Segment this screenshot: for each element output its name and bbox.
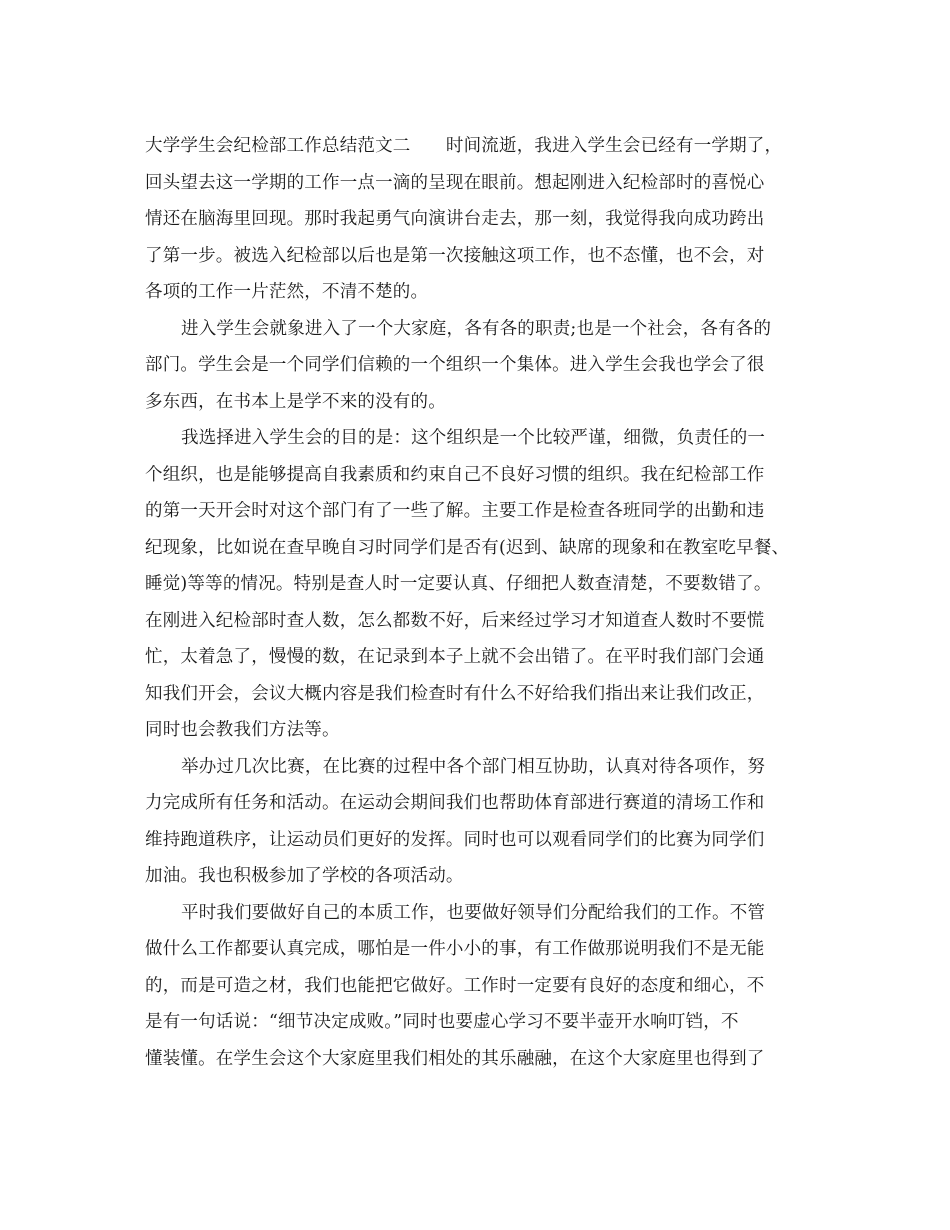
text-line: 多东西，在书本上是学不来的没有的。 — [145, 391, 446, 412]
paragraph-first-line: 进入学生会就象进入了一个大家庭，各有各的职责;也是一个社会，各有各的 — [181, 318, 772, 339]
text-line: 大学学生会纪检部工作总结范文二 时间流逝，我进入学生会已经有一学期了， — [145, 136, 783, 156]
text-line: 加油。我也积极参加了学校的各项活动。 — [145, 866, 464, 886]
paragraph-first-line: 举办过几次比赛，在比赛的过程中各个部门相互协助，认真对待各项作，努 — [181, 756, 766, 777]
text-line: 做什么工作都要认真完成，哪怕是一件小小的事，有工作做那说明我们不是无能 — [145, 939, 765, 959]
text-line: 知我们开会，会议大概内容是我们检查时有什么不好给我们指出来让我们改正， — [145, 683, 765, 704]
text-line: 情还在脑海里回现。那时我起勇气向演讲台走去，那一刻，我觉得我向成功跨出 — [145, 209, 765, 229]
paragraph-first-line: 我选择进入学生会的目的是：这个组织是一个比较严谨，细微，负责任的一 — [181, 428, 766, 448]
text-line: 纪现象，比如说在查早晚自习时同学们是否有(迟到、缺席的现象和在教室吃早餐、 — [145, 537, 790, 558]
text-line: 懂装懂。在学生会这个大家庭里我们相处的其乐融融，在这个大家庭里也得到了 — [145, 1048, 765, 1069]
text-line: 各项的工作一片茫然，不清不楚的。 — [145, 282, 429, 302]
document-body — [145, 128, 835, 1077]
text-line: 回头望去这一学期的工作一点一滴的呈现在眼前。想起刚进入纪检部时的喜悦心 — [145, 172, 765, 193]
text-line: 的第一天开会时对这个部门有了一些了解。主要工作是检查各班同学的出勤和违 — [145, 501, 765, 521]
text-line: 忙，太着急了，慢慢的数，在记录到本子上就不会出错了。在平时我们部门会通 — [145, 647, 765, 667]
text-line: 了第一步。被选入纪检部以后也是第一次接触这项工作，也不态懂，也不会，对 — [145, 245, 765, 266]
text-line: 部门。学生会是一个同学们信赖的一个组织一个集体。进入学生会我也学会了很 — [145, 355, 765, 375]
text-line: 的，而是可造之材，我们也能把它做好。工作时一定要有良好的态度和细心，不 — [145, 975, 765, 996]
text-line: 力完成所有任务和活动。在运动会期间我们也帮助体育部进行赛道的清场工作和 — [145, 793, 765, 813]
text-line: 是有一句话说：“细节决定成败。”同时也要虚心学习不要半壶开水响叮铛，不 — [145, 1012, 739, 1032]
text-line: 同时也会教我们方法等。 — [145, 720, 340, 740]
paragraph-first-line: 平时我们要做好自己的本质工作，也要做好领导们分配给我们的工作。不管 — [181, 902, 766, 923]
text-line: 在刚进入纪检部时查人数，怎么都数不好，后来经过学习才知道查人数时不要慌 — [145, 610, 765, 631]
text-line: 个组织，也是能够提高自我素质和约束自己不良好习惯的组织。我在纪检部工作 — [145, 464, 765, 485]
text-line: 维持跑道秩序，让运动员们更好的发挥。同时也可以观看同学们的比赛为同学们 — [145, 829, 765, 850]
text-line: 睡觉)等等的情况。特别是查人时一定要认真、仔细把人数查清楚，不要数错了。 — [145, 574, 772, 594]
